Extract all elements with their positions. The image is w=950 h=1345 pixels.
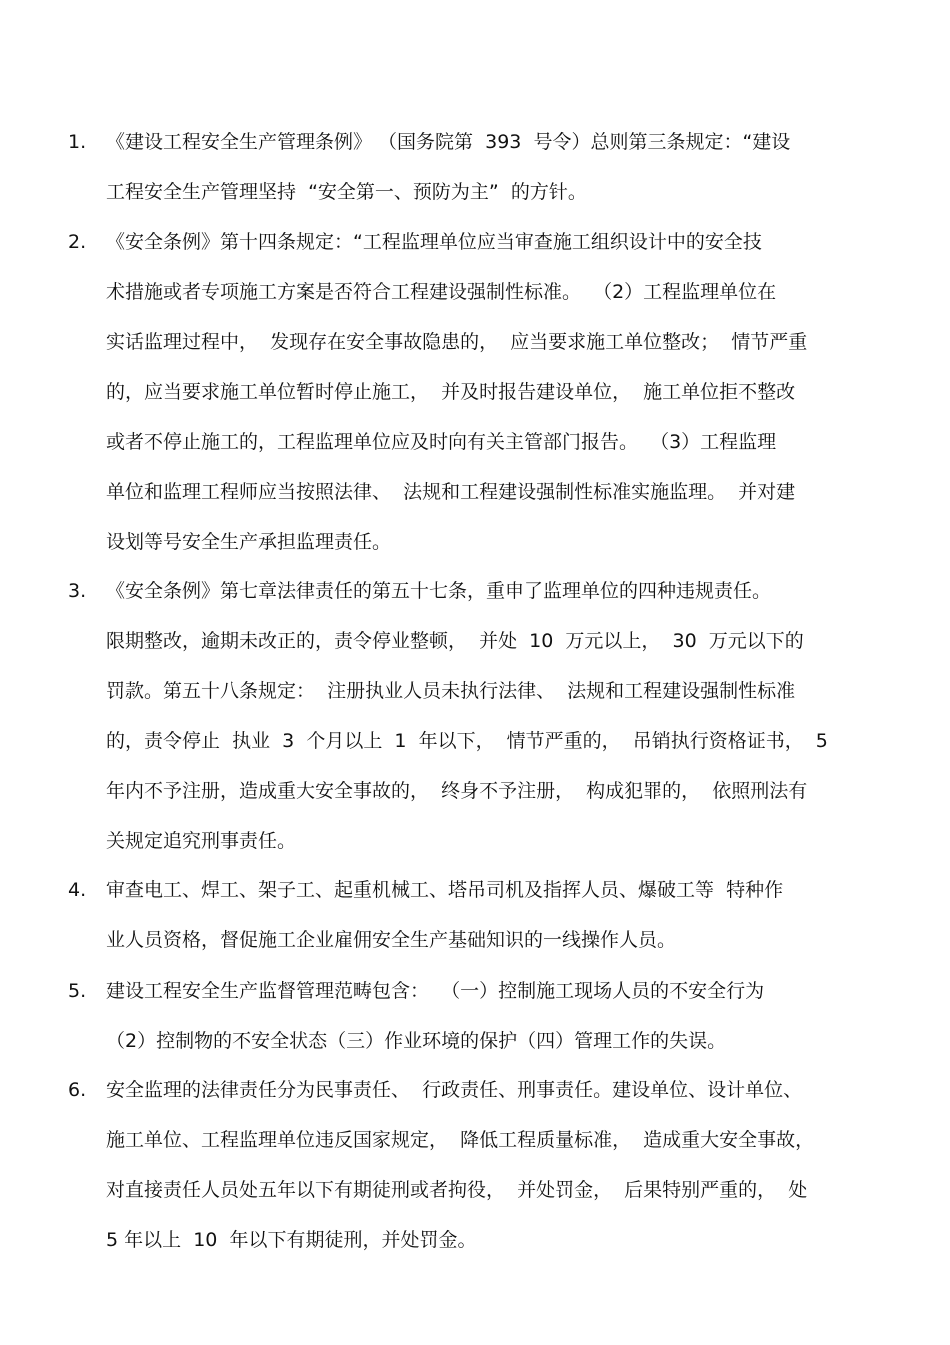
item-text-line: 5 年以上 10 年以下有期徒刑，并处罚金。 bbox=[106, 1229, 477, 1251]
item-number: 2. bbox=[68, 231, 87, 253]
item-text-line: 罚款。第五十八条规定： 注册执业人员未执行法律、 法规和工程建设强制性标准 bbox=[106, 680, 796, 702]
item-text-line: 年内不予注册，造成重大安全事故的， 终身不予注册， 构成犯罪的， 依照刑法有 bbox=[106, 780, 808, 802]
item-text-line: 工程安全生产管理坚持 “安全第一、预防为主” 的方针。 bbox=[106, 181, 587, 203]
item-text-line: 的，责令停止 执业 3 个月以上 1 年以下， 情节严重的， 吊销执行资格证书， 5 bbox=[106, 730, 828, 752]
item-number: 1. bbox=[68, 131, 87, 153]
list-item-6 bbox=[68, 1065, 880, 1265]
list-item-5 bbox=[68, 966, 880, 1066]
item-text-line: 关规定追究刑事责任。 bbox=[106, 830, 297, 852]
item-number: 4. bbox=[68, 879, 87, 901]
item-text-line: 术措施或者专项施工方案是否符合工程建设强制性标准。 （2）工程监理单位在 bbox=[106, 281, 777, 303]
item-text-line: 业人员资格，督促施工企业雇佣安全生产基础知识的一线操作人员。 bbox=[106, 929, 677, 951]
item-text-line: 施工单位、工程监理单位违反国家规定， 降低工程质量标准， 造成重大安全事故， bbox=[106, 1129, 815, 1151]
item-number: 3. bbox=[68, 580, 87, 602]
item-text-line: 设划等号安全生产承担监理责任。 bbox=[106, 531, 392, 553]
item-text-line: （2）控制物的不安全状态（三）作业环境的保护（四）管理工作的失误。 bbox=[106, 1030, 727, 1052]
item-text-line: 单位和监理工程师应当按照法律、 法规和工程建设强制性标准实施监理。 并对建 bbox=[106, 481, 796, 503]
item-number: 5. bbox=[68, 980, 87, 1002]
list-item-3 bbox=[68, 566, 880, 866]
item-text-line: 对直接责任人员处五年以下有期徒刑或者拘役， 并处罚金， 后果特别严重的， 处 bbox=[106, 1179, 808, 1201]
item-text-line: 审查电工、焊工、架子工、起重机械工、塔吊司机及指挥人员、爆破工等 特种作 bbox=[106, 879, 784, 901]
item-text-line: 建设工程安全生产监督管理范畴包含： （一）控制施工现场人员的不安全行为 bbox=[106, 980, 765, 1002]
item-text-line: 实话监理过程中， 发现存在安全事故隐患的， 应当要求施工单位整改； 情节严重 bbox=[106, 331, 808, 353]
item-text-line: 安全监理的法律责任分为民事责任、 行政责任、刑事责任。建设单位、设计单位、 bbox=[106, 1079, 803, 1101]
item-text-line: 《安全条例》第七章法律责任的第五十七条，重申了监理单位的四种违规责任。 bbox=[106, 580, 772, 602]
item-number: 6. bbox=[68, 1079, 87, 1101]
item-text-line: 限期整改，逾期未改正的，责令停业整顿， 并处 10 万元以上， 30 万元以下的 bbox=[106, 630, 804, 652]
item-text-line: 《建设工程安全生产管理条例》 （国务院第 393 号令）总则第三条规定：“建设 bbox=[106, 131, 791, 153]
item-text-line: 或者不停止施工的，工程监理单位应及时向有关主管部门报告。 （3）工程监理 bbox=[106, 431, 777, 453]
list-item-2 bbox=[68, 217, 880, 567]
list-item-4 bbox=[68, 865, 880, 965]
list-item-1 bbox=[68, 117, 880, 217]
item-text-line: 《安全条例》第十四条规定：“工程监理单位应当审查施工组织设计中的安全技 bbox=[106, 231, 762, 253]
item-text-line: 的，应当要求施工单位暂时停止施工， 并及时报告建设单位， 施工单位拒不整改 bbox=[106, 381, 796, 403]
